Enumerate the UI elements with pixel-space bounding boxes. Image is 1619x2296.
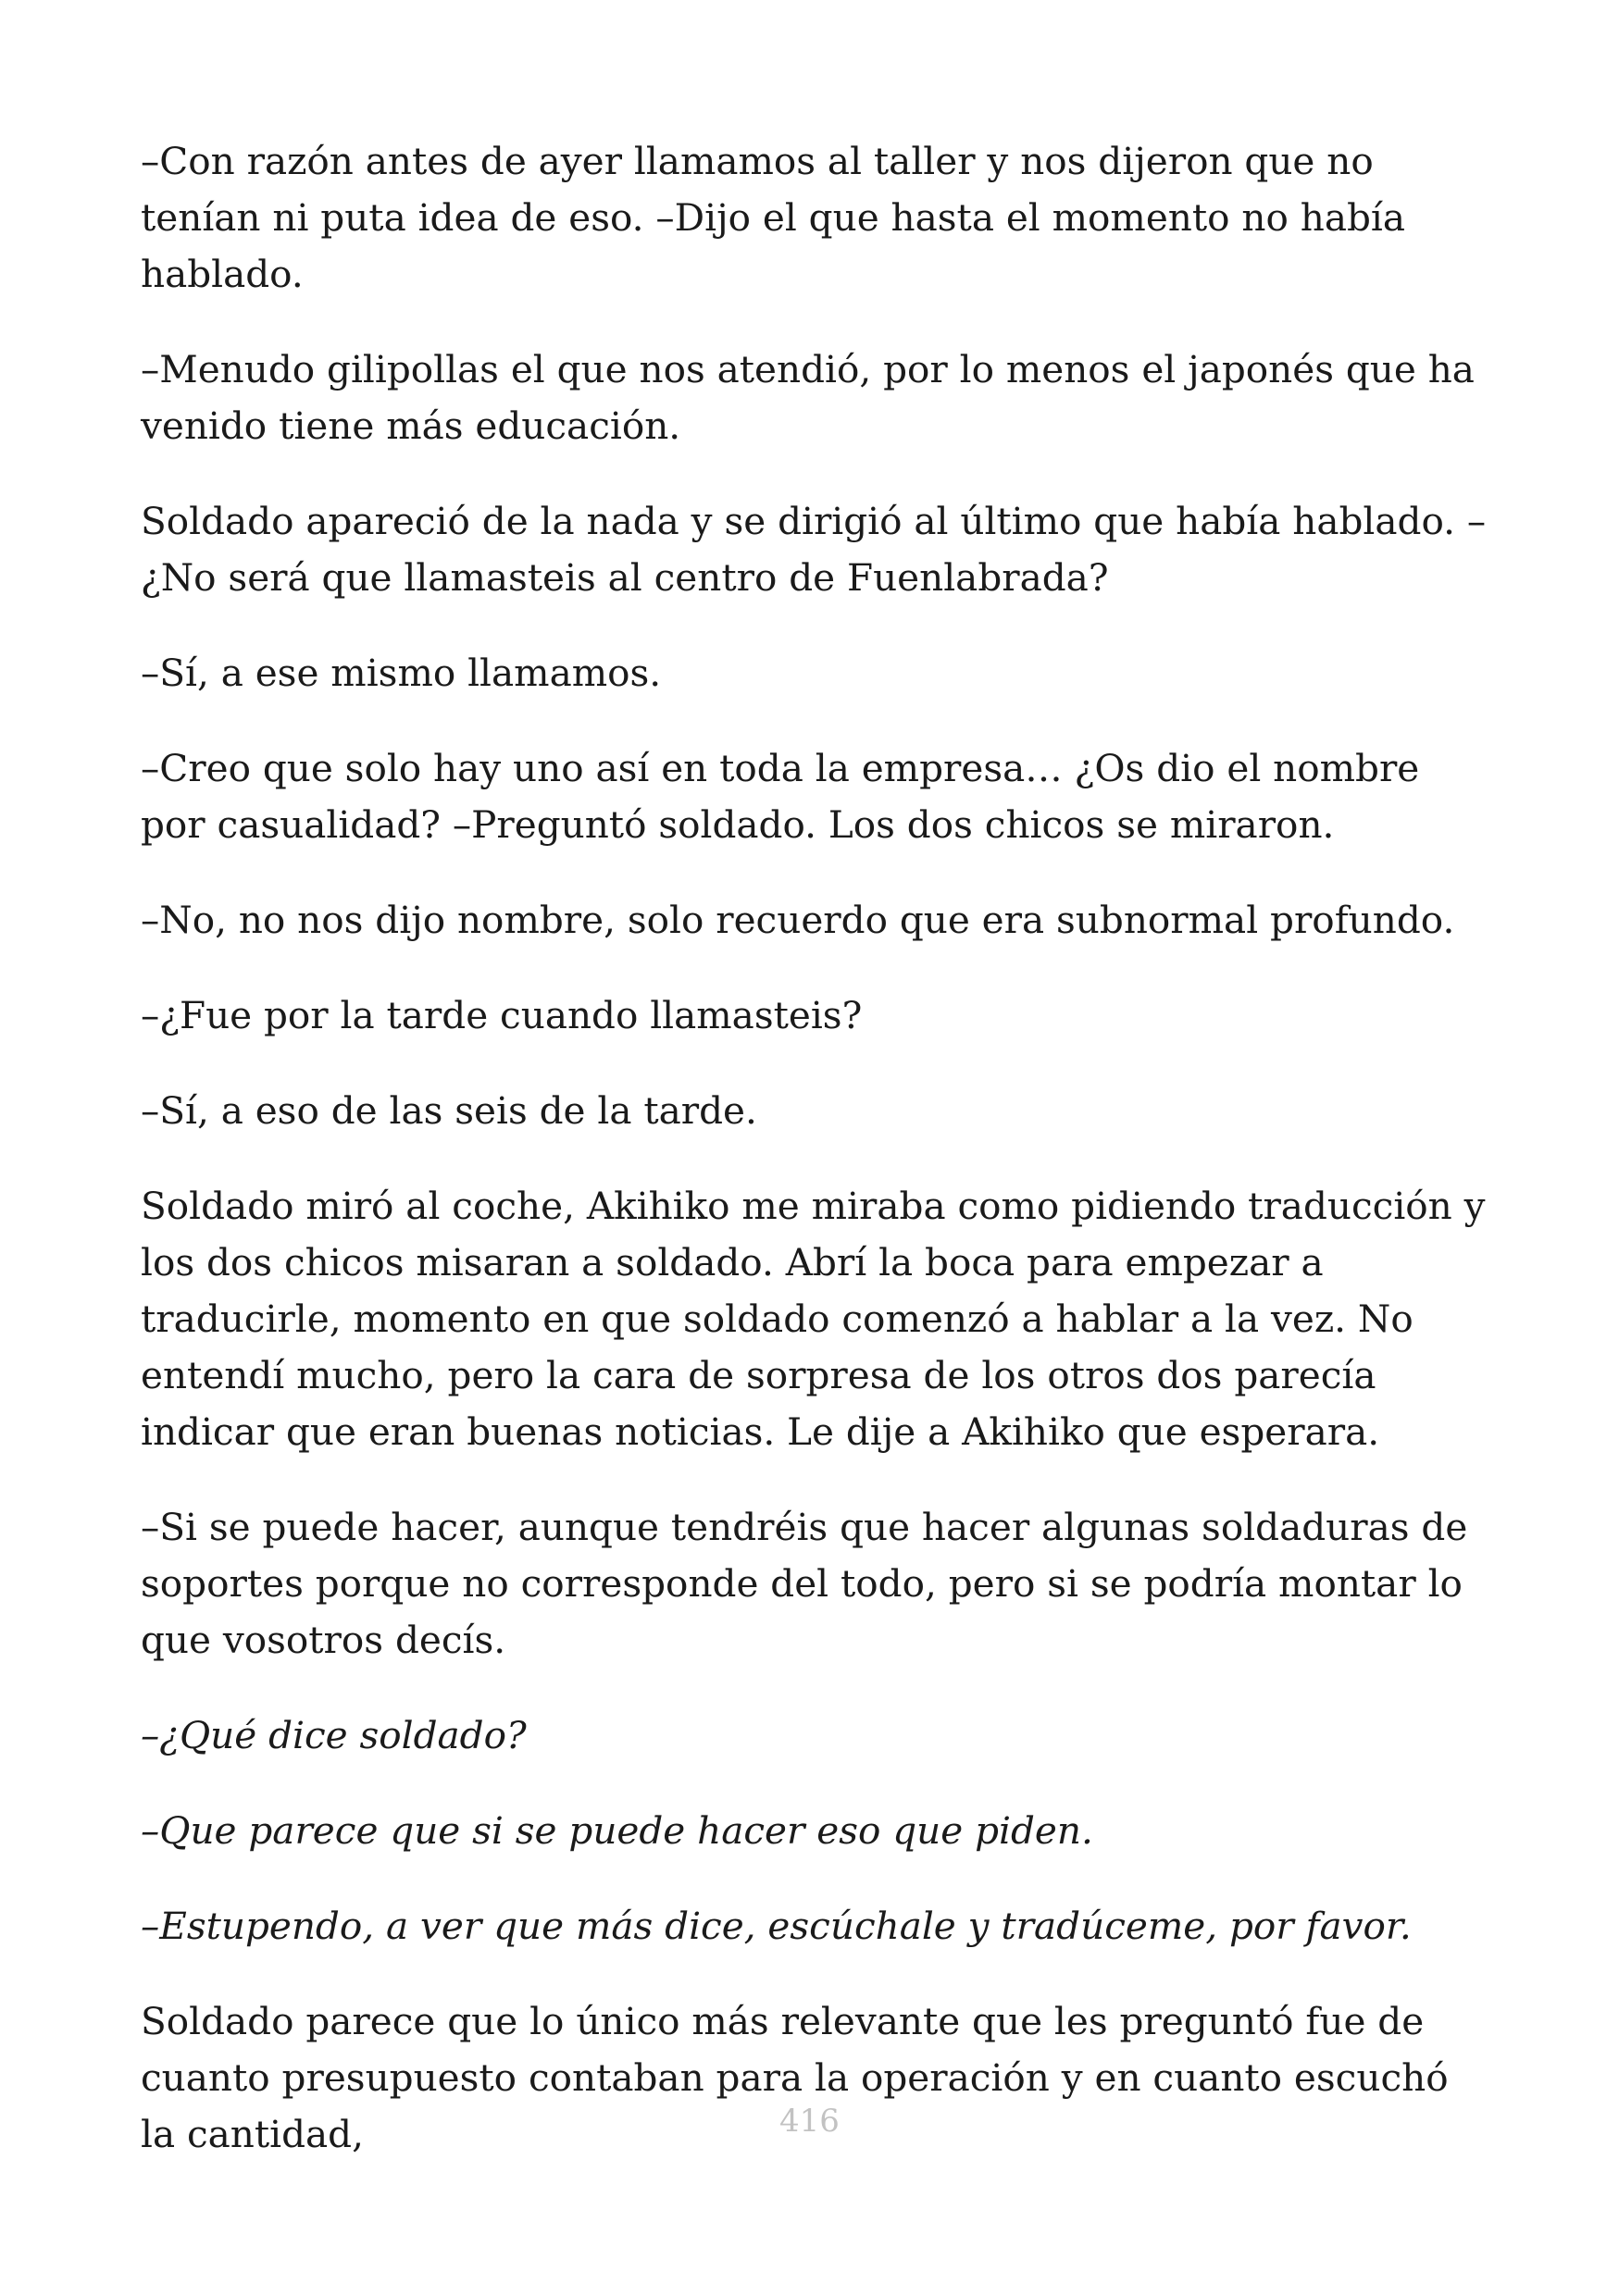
paragraph-3: Soldado apareció de la nada y se dirigió al último que había hablado. –¿No será que llamasteis al centro de Fuenlabrada? bbox=[141, 499, 1487, 600]
paragraph-13: –Estupendo, a ver que más dice, escúchale y tradúceme, por favor. bbox=[141, 1904, 1412, 1948]
paragraph-5: –Creo que solo hay uno así en toda la empresa… ¿Os dio el nombre por casualidad? –Preguntó soldado. Los dos chicos se miraron. bbox=[141, 746, 1420, 847]
body-text bbox=[141, 133, 1492, 2202]
paragraph-1: –Con razón antes de ayer llamamos al taller y nos dijeron que no tenían ni puta idea de eso. –Dijo el que hasta el momento no había hablado. bbox=[141, 139, 1406, 296]
paragraph-9: Soldado miró al coche, Akihiko me miraba como pidiendo traducción y los dos chicos misaran a soldado. Abrí la boca para empezar a traducirle, momento en que soldado comenzó a hablar a la vez. No entendí mucho, pero la cara de sorpresa de los otros dos parecía indicar que eran buenas noticias. Le dije a Akihiko que esperara. bbox=[141, 1184, 1486, 1454]
paragraph-11: –¿Qué dice soldado? bbox=[141, 1713, 527, 1757]
paragraph-14: Soldado parece que lo único más relevante que les preguntó fue de cuanto presupuesto contaban para la operación y en cuanto escuchó la cantidad, bbox=[141, 1999, 1449, 2156]
page-number: 416 bbox=[779, 2103, 840, 2140]
paragraph-10: –Si se puede hacer, aunque tendréis que hacer algunas soldaduras de soportes porque no corresponde del todo, pero si se podría montar lo que vosotros decís. bbox=[141, 1505, 1468, 1662]
paragraph-12: –Que parece que si se puede hacer eso que piden. bbox=[141, 1808, 1093, 1853]
paragraph-8: –Sí, a eso de las seis de la tarde. bbox=[141, 1088, 757, 1133]
paragraph-6: –No, no nos dijo nombre, solo recuerdo que era subnormal profundo. bbox=[141, 898, 1455, 942]
paragraph-2: –Menudo gilipollas el que nos atendió, por lo menos el japonés que ha venido tiene más educación. bbox=[141, 347, 1475, 448]
paragraph-4: –Sí, a ese mismo llamamos. bbox=[141, 651, 662, 695]
paragraph-7: –¿Fue por la tarde cuando llamasteis? bbox=[141, 993, 863, 1037]
